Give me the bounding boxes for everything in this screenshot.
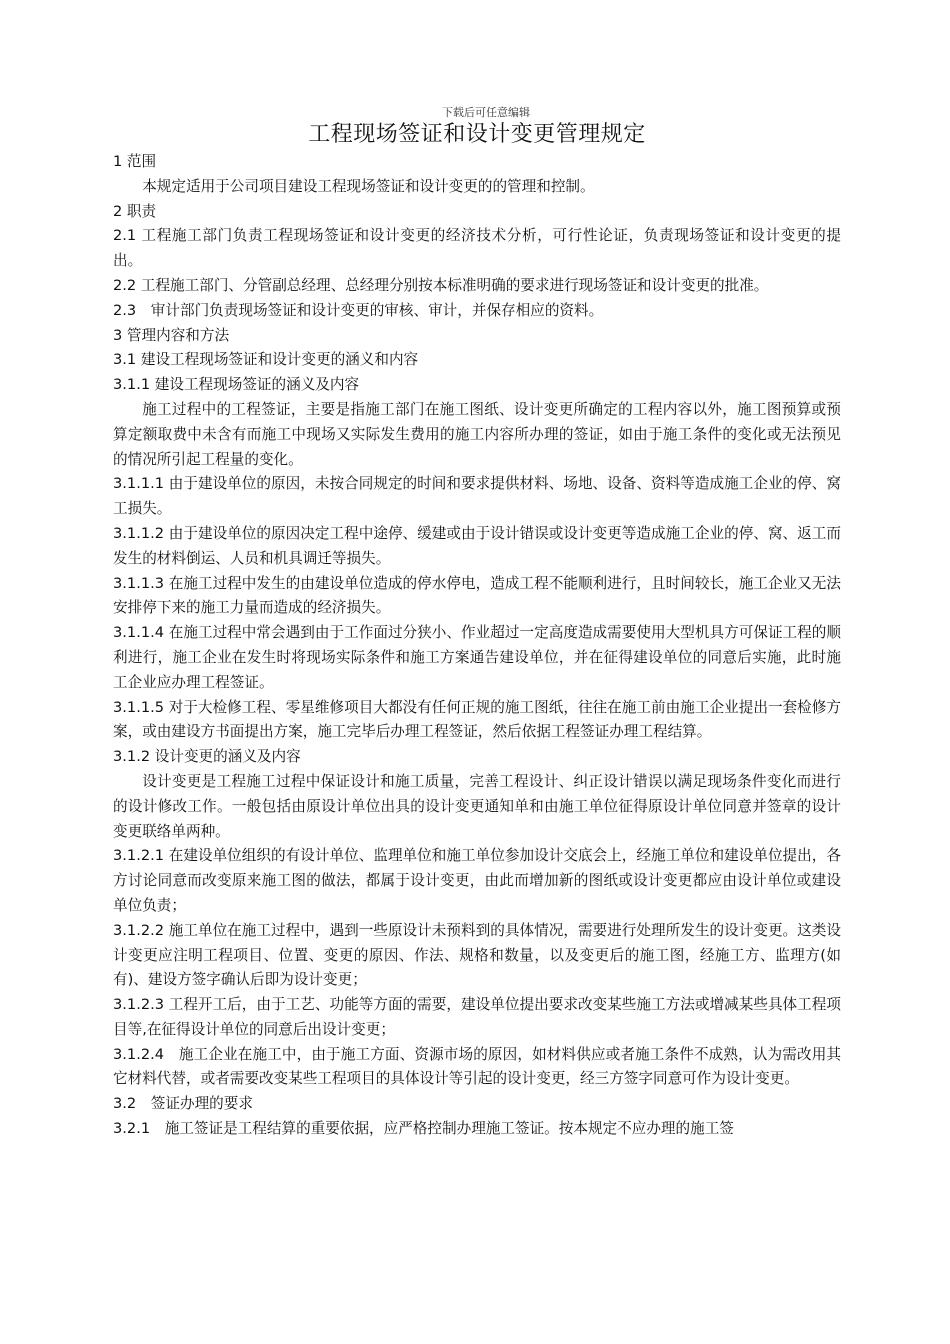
paragraph: 3.1.1.5 对于大检修工程、零星维修项目大都没有任何正规的施工图纸，往往在施工前由施工企业提出一套检修方案，或由建设方书面提出方案，施工完毕后办理工程签证，然后依据工程签证办理工程结算。 <box>113 698 841 741</box>
paragraph: 本规定适用于公司项目建设工程现场签证和设计变更的的管理和控制。 <box>142 177 595 195</box>
paragraph: 3.2 签证办理的要求 <box>113 1095 253 1113</box>
paragraph: 3.1.1 建设工程现场签证的涵义及内容 <box>113 376 360 394</box>
paragraph: 设计变更是工程施工过程中保证设计和施工质量，完善工程设计、纠正设计错误以满足现场条件变化而进行的设计修改工作。一般包括由原设计单位出具的设计变更通知单和由施工单位征得原设计单位同意并签章的设计变更联络单两种。 <box>113 772 841 840</box>
paragraph: 2.2 工程施工部门、分管副总经理、总经理分别按本标准明确的要求进行现场签证和设计变更的批准。 <box>113 276 769 294</box>
paragraph: 2.3 审计部门负责现场签证和设计变更的审核、审计，并保存相应的资料。 <box>113 301 604 319</box>
paragraph: 2 职责 <box>113 202 157 220</box>
paragraph: 3.1 建设工程现场签证和设计变更的涵义和内容 <box>113 351 419 369</box>
paragraph: 3.1.2.1 在建设单位组织的有设计单位、监理单位和施工单位参加设计交底会上，经施工单位和建设单位提出，各方讨论同意而改变原来施工图的做法，都属于设计变更，由此而增加新的图纸或设计变更都应由设计单位或建设单位负责； <box>113 847 841 914</box>
paragraph: 2.1 工程施工部门负责工程现场签证和设计变更的经济技术分析，可行性论证，负责现场签证和设计变更的提出。 <box>113 227 841 270</box>
header-note: 下载后可任意编辑 <box>442 106 530 119</box>
paragraph: 3.1.2.4 施工企业在施工中，由于施工方面、资源市场的原因，如材料供应或者施工条件不成熟，认为需改用其它材料代替，或者需要改变某些工程项目的具体设计等引起的设计变更，经三方签字同意可作为设计变更。 <box>113 1045 841 1088</box>
paragraph: 3 管理内容和方法 <box>113 326 230 344</box>
paragraph: 施工过程中的工程签证，主要是指施工部门在施工图纸、设计变更所确定的工程内容以外，施工图预算或预算定额取费中未含有而施工中现场又实际发生费用的施工内容所办理的签证，如由于施工条件的变化或无法预见的情况所引起工程量的变化。 <box>113 400 841 468</box>
paragraph: 3.1.2 设计变更的涵义及内容 <box>113 748 301 766</box>
paragraph: 3.1.1.2 由于建设单位的原因决定工程中途停、缓建或由于设计错误或设计变更等造成施工企业的停、窝、返工而发生的材料倒运、人员和机具调迁等损失。 <box>113 524 841 567</box>
document-page <box>113 106 841 1142</box>
paragraph: 3.2.1 施工签证是工程结算的重要依据，应严格控制办理施工签证。按本规定不应办理的施工签 <box>113 1120 734 1138</box>
document-body <box>113 150 841 1142</box>
paragraph: 1 范围 <box>113 153 157 170</box>
paragraph: 3.1.2.3 工程开工后，由于工艺、功能等方面的需要，建设单位提出要求改变某些施工方法或增减某些具体工程项目等,在征得设计单位的同意后出设计变更； <box>113 996 841 1038</box>
paragraph: 3.1.1.1 由于建设单位的原因，未按合同规定的时间和要求提供材料、场地、设备、资料等造成施工企业的停、窝工损失。 <box>113 475 841 518</box>
paragraph: 3.1.1.3 在施工过程中发生的由建设单位造成的停水停电，造成工程不能顺利进行，且时间较长，施工企业又无法安排停下来的施工力量而造成的经济损失。 <box>113 574 841 617</box>
paragraph: 3.1.2.2 施工单位在施工过程中，遇到一些原设计未预料到的具体情况，需要进行处理所发生的设计变更。这类设计变更应注明工程项目、位置、变更的原因、作法、规格和数量，以及变更后的施工图，经施工方、监理方(如有)、建设方签字确认后即为设计变更； <box>113 921 841 989</box>
paragraph: 3.1.1.4 在施工过程中常会遇到由于工作面过分狭小、作业超过一定高度造成需要使用大型机具方可保证工程的顺利进行，施工企业在发生时将现场实际条件和施工方案通告建设单位，并在征得建设单位的同意后实施，此时施工企业应办理工程签证。 <box>113 624 841 691</box>
document-title: 工程现场签证和设计变更管理规定 <box>308 122 646 147</box>
